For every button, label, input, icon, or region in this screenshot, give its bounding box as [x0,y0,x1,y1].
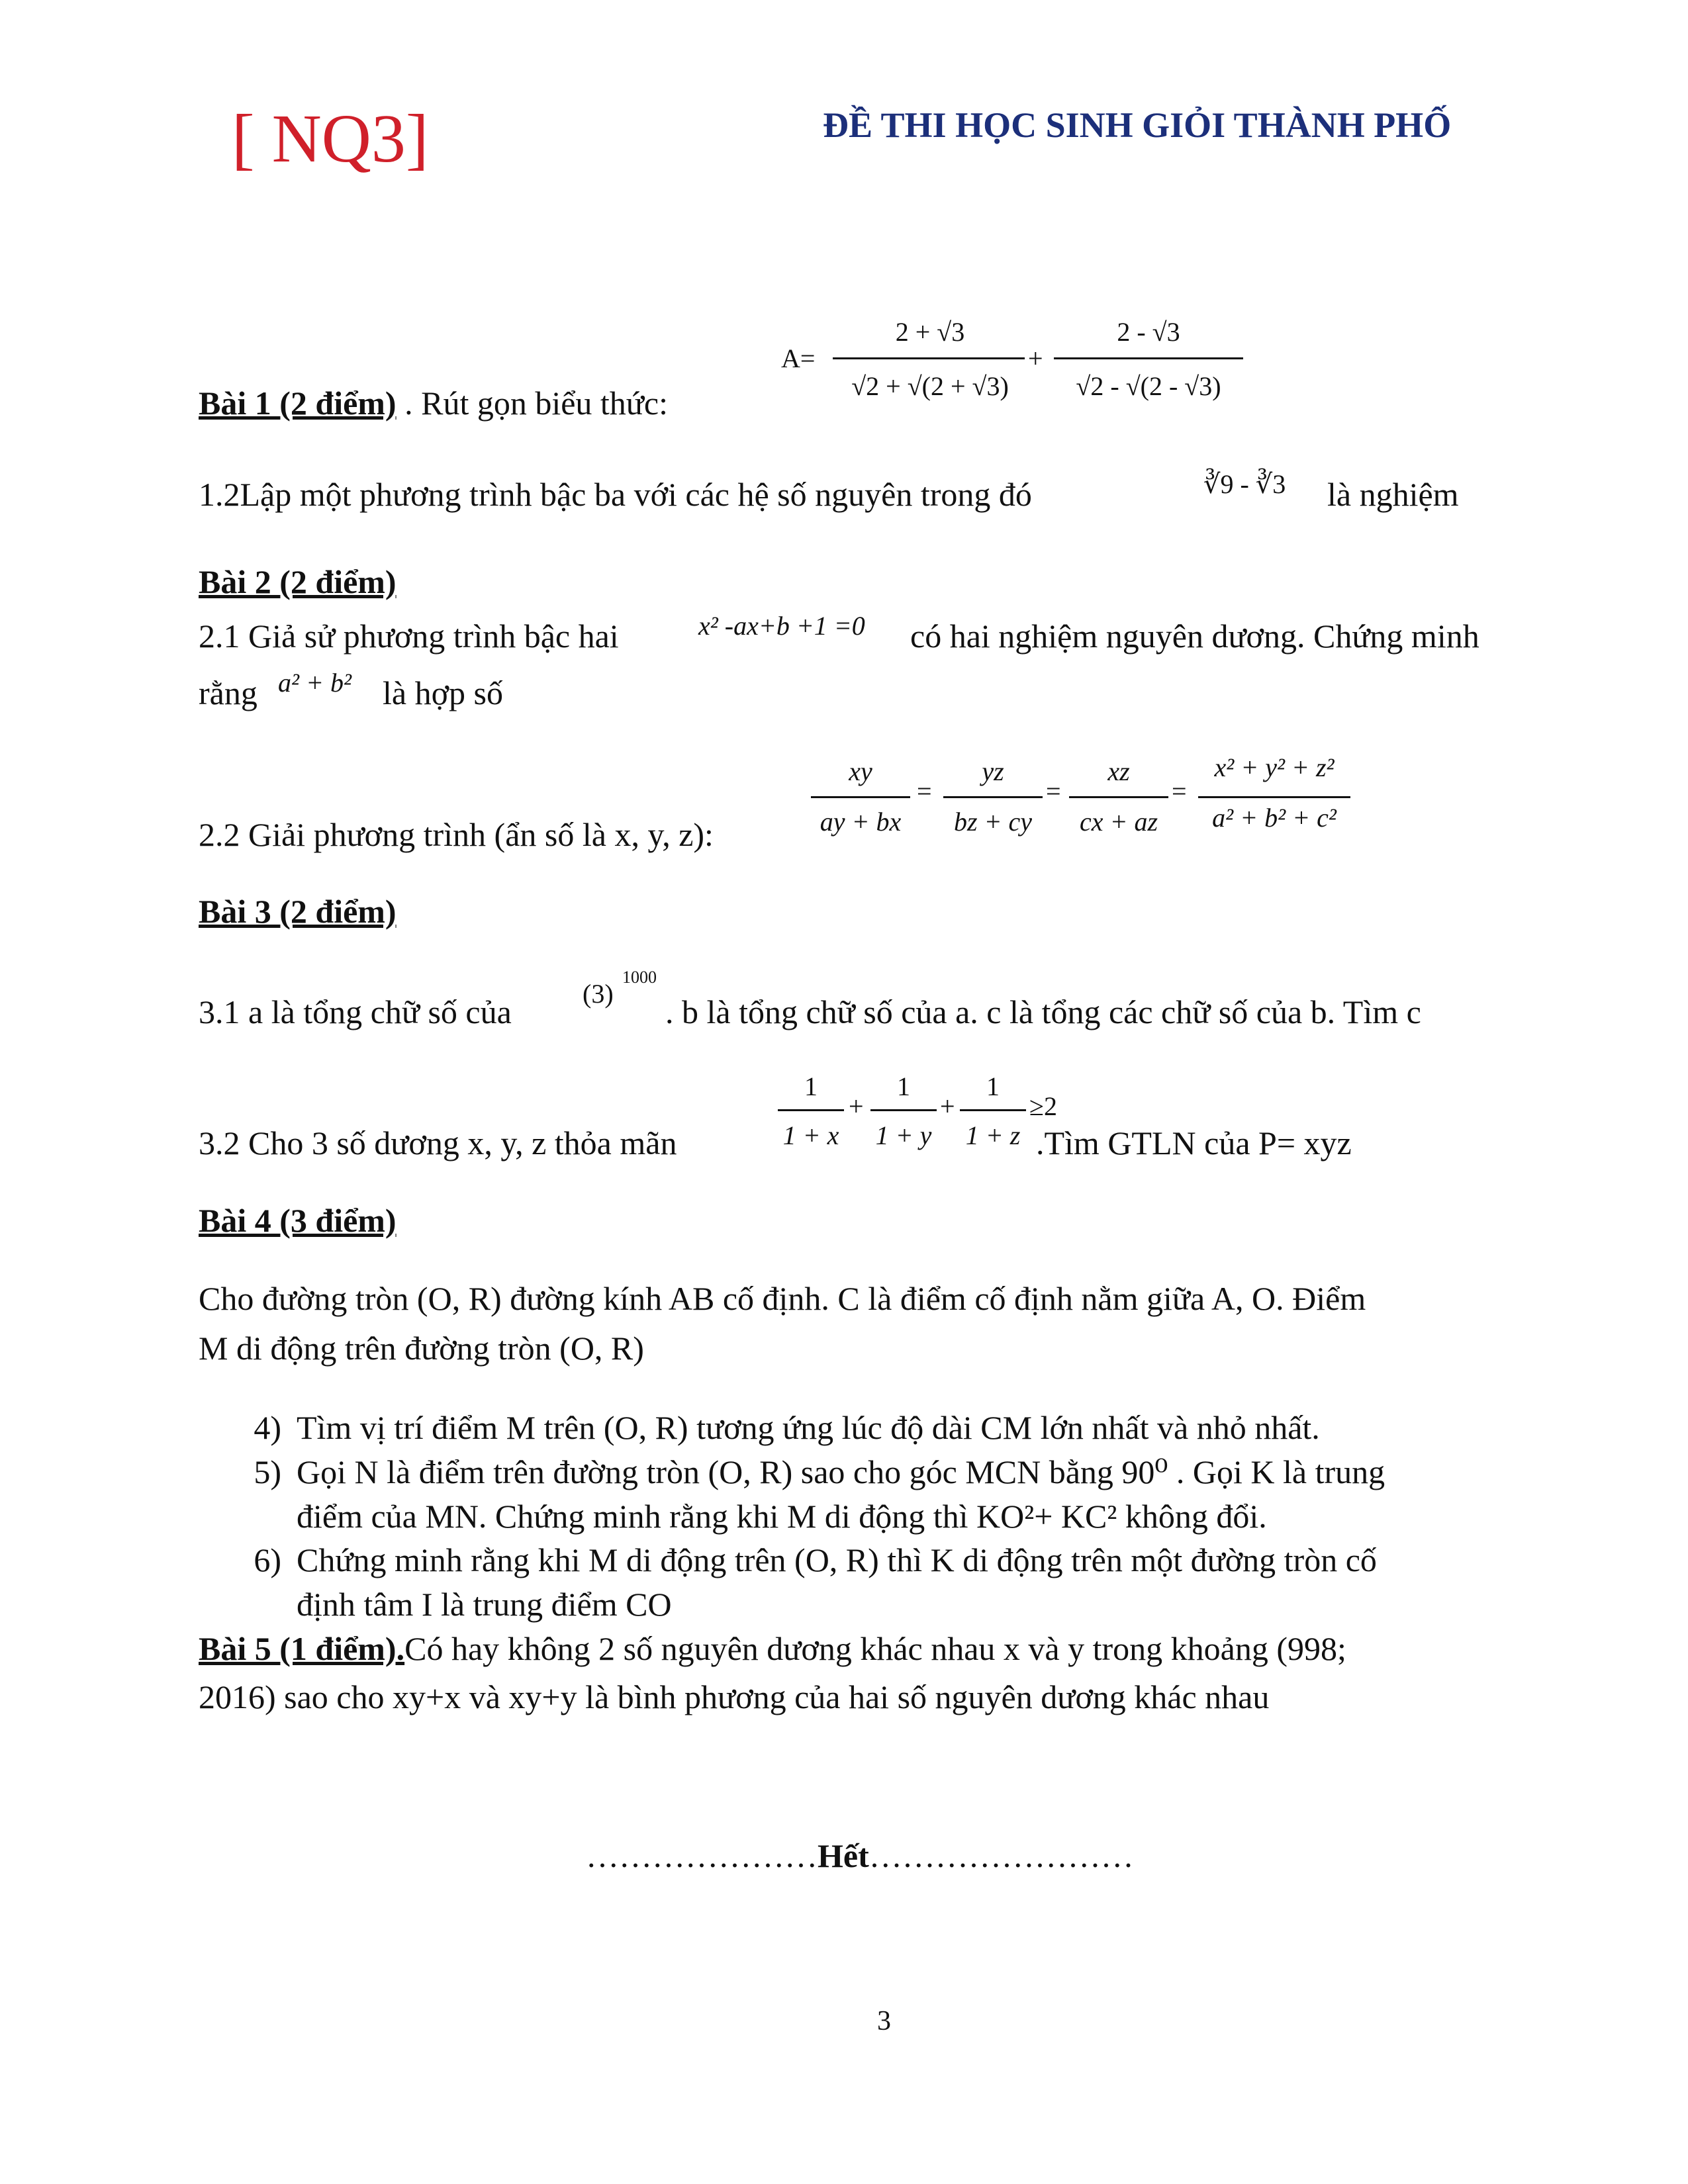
bai3-frac1-num: 1 [804,1071,818,1101]
bai1-heading: Bài 1 (2 điểm) [199,385,397,422]
end-dots-left: ………………… [586,1837,818,1874]
bai3-q32-end: .Tìm GTLN của P= xyz [1036,1124,1352,1161]
page-number: 3 [877,2006,891,2036]
bai2-eq1: = [917,776,932,806]
bai2-frac4-bar [1198,796,1350,798]
bai3-plus1: + [849,1091,864,1121]
bai2-eq3: = [1172,776,1187,806]
bai2-frac1-bar [811,796,910,798]
bai2-q21-end: có hai nghiệm nguyên dương. Chứng minh [910,617,1479,655]
bai3-ineq: ≥2 [1029,1091,1057,1121]
bai4-heading: Bài 4 (3 điểm) [199,1202,397,1239]
bai2-frac4-den: a² + b² + c² [1212,803,1336,833]
bai1-text: . Rút gọn biểu thức: [396,385,668,422]
bai3-frac1-den: 1 + x [782,1120,839,1150]
bai3-frac3-bar [960,1109,1026,1111]
bai2-frac2-num: yz [982,756,1004,786]
bai3-frac2-den: 1 + y [875,1120,932,1150]
bai2-frac2-bar [943,796,1043,798]
end-marker [586,1837,1134,1875]
formula-a-bar1 [833,357,1025,359]
bai4-intro-line2: M di động trên đường tròn (O, R) [199,1330,644,1367]
formula-a-den2: √2 - √(2 - √3) [1076,371,1221,401]
bai3-frac2-num: 1 [897,1071,910,1101]
bai4-intro-line1: Cho đường tròn (O, R) đường kính AB cố định. C là điểm cố định nằm giữa A, O. Điểm [199,1280,1366,1317]
bai2-q21-line2-start: rằng [199,674,258,711]
bai3-plus2: + [940,1091,955,1121]
bai5-line2: 2016) sao cho xy+x và xy+y là bình phương của hai số nguyên dương khác nhau [199,1678,1270,1715]
bai4-item4-number: 4) [254,1409,281,1446]
bai1-q12-end: là nghiệm [1327,476,1459,513]
bai2-q22-text: 2.2 Giải phương trình (ẩn số là x, y, z): [199,816,714,853]
bai3-frac1-bar [778,1109,844,1111]
bai4-item5-line2: điểm của MN. Chứng minh rằng khi M di động thì KO²+ KC² không đổi. [297,1498,1267,1535]
bai2-q21-start: 2.1 Giả sử phương trình bậc hai [199,617,619,655]
bai4-item5-line1: Gọi N là điểm trên đường tròn (O, R) sao cho góc MCN bằng 90⁰ . Gọi K là trung [297,1453,1385,1490]
bai4-item4-text: Tìm vị trí điểm M trên (O, R) tương ứng lúc độ dài CM lớn nhất và nhỏ nhất. [297,1409,1320,1446]
bai1-q12-expr: ∛9 - ∛3 [1203,469,1286,499]
bai3-frac2-bar [870,1109,937,1111]
bai3-q31-end: . b là tổng chữ số của a. c là tổng các chữ số của b. Tìm c [665,993,1421,1030]
end-word: Hết [818,1837,869,1874]
bai3-heading: Bài 3 (2 điểm) [199,893,397,930]
formula-a-num2: 2 - √3 [1117,317,1180,347]
bai1-q12-text: 1.2Lập một phương trình bậc ba với các hệ số nguyên trong đó [199,476,1032,513]
bai2-frac1-num: xy [849,756,872,786]
bai5-line1 [199,1629,1346,1668]
bai4-item6-line2: định tâm I là trung điểm CO [297,1586,672,1623]
exam-title: ĐỀ THI HỌC SINH GIỎI THÀNH PHỐ [823,105,1452,145]
bai2-q21-line2-expr: a² + b² [278,668,352,698]
bai4-item6-line1: Chứng minh rằng khi M di động trên (O, R) thì K di động trên một đường tròn cố [297,1541,1377,1578]
bai3-frac3-den: 1 + z [965,1120,1021,1150]
bai3-q32-start: 3.2 Cho 3 số dương x, y, z thỏa mãn [199,1124,677,1161]
bai3-frac3-num: 1 [986,1071,1000,1101]
bai2-q21-line2-end: là hợp số [383,674,503,711]
bai5-heading: Bài 5 (1 điểm). [199,1630,405,1667]
bai1-line [199,384,668,422]
bai4-item5-number: 5) [254,1453,281,1490]
bai2-heading: Bài 2 (2 điểm) [199,563,397,600]
formula-a-den1: √2 + √(2 + √3) [851,371,1009,401]
bai2-frac2-den: bz + cy [953,807,1033,837]
bai2-frac4-num: x² + y² + z² [1214,752,1335,782]
end-dots-right: …………………… [868,1837,1134,1874]
bai3-q31-start: 3.1 a là tổng chữ số của [199,993,512,1030]
formula-a-plus: + [1028,343,1043,373]
formula-a-lhs: A= [781,343,816,373]
formula-a-bar2 [1054,357,1243,359]
formula-a-num1: 2 + √3 [895,317,965,347]
bai3-q31-exp: 1000 [622,968,657,987]
bai2-eq2: = [1046,776,1061,806]
bai5-text1: Có hay không 2 số nguyên dương khác nhau x và y trong khoảng (998; [404,1630,1346,1667]
bai2-frac3-bar [1069,796,1168,798]
bai2-frac3-num: xz [1107,756,1130,786]
bai2-frac1-den: ay + bx [820,807,902,837]
bai3-q31-base: (3) [583,979,614,1009]
exam-code: [ NQ3] [232,101,429,177]
bai2-frac3-den: cx + az [1079,807,1158,837]
bai4-item6-number: 6) [254,1541,281,1578]
bai2-q21-expr: x² -ax+b +1 =0 [698,611,865,641]
